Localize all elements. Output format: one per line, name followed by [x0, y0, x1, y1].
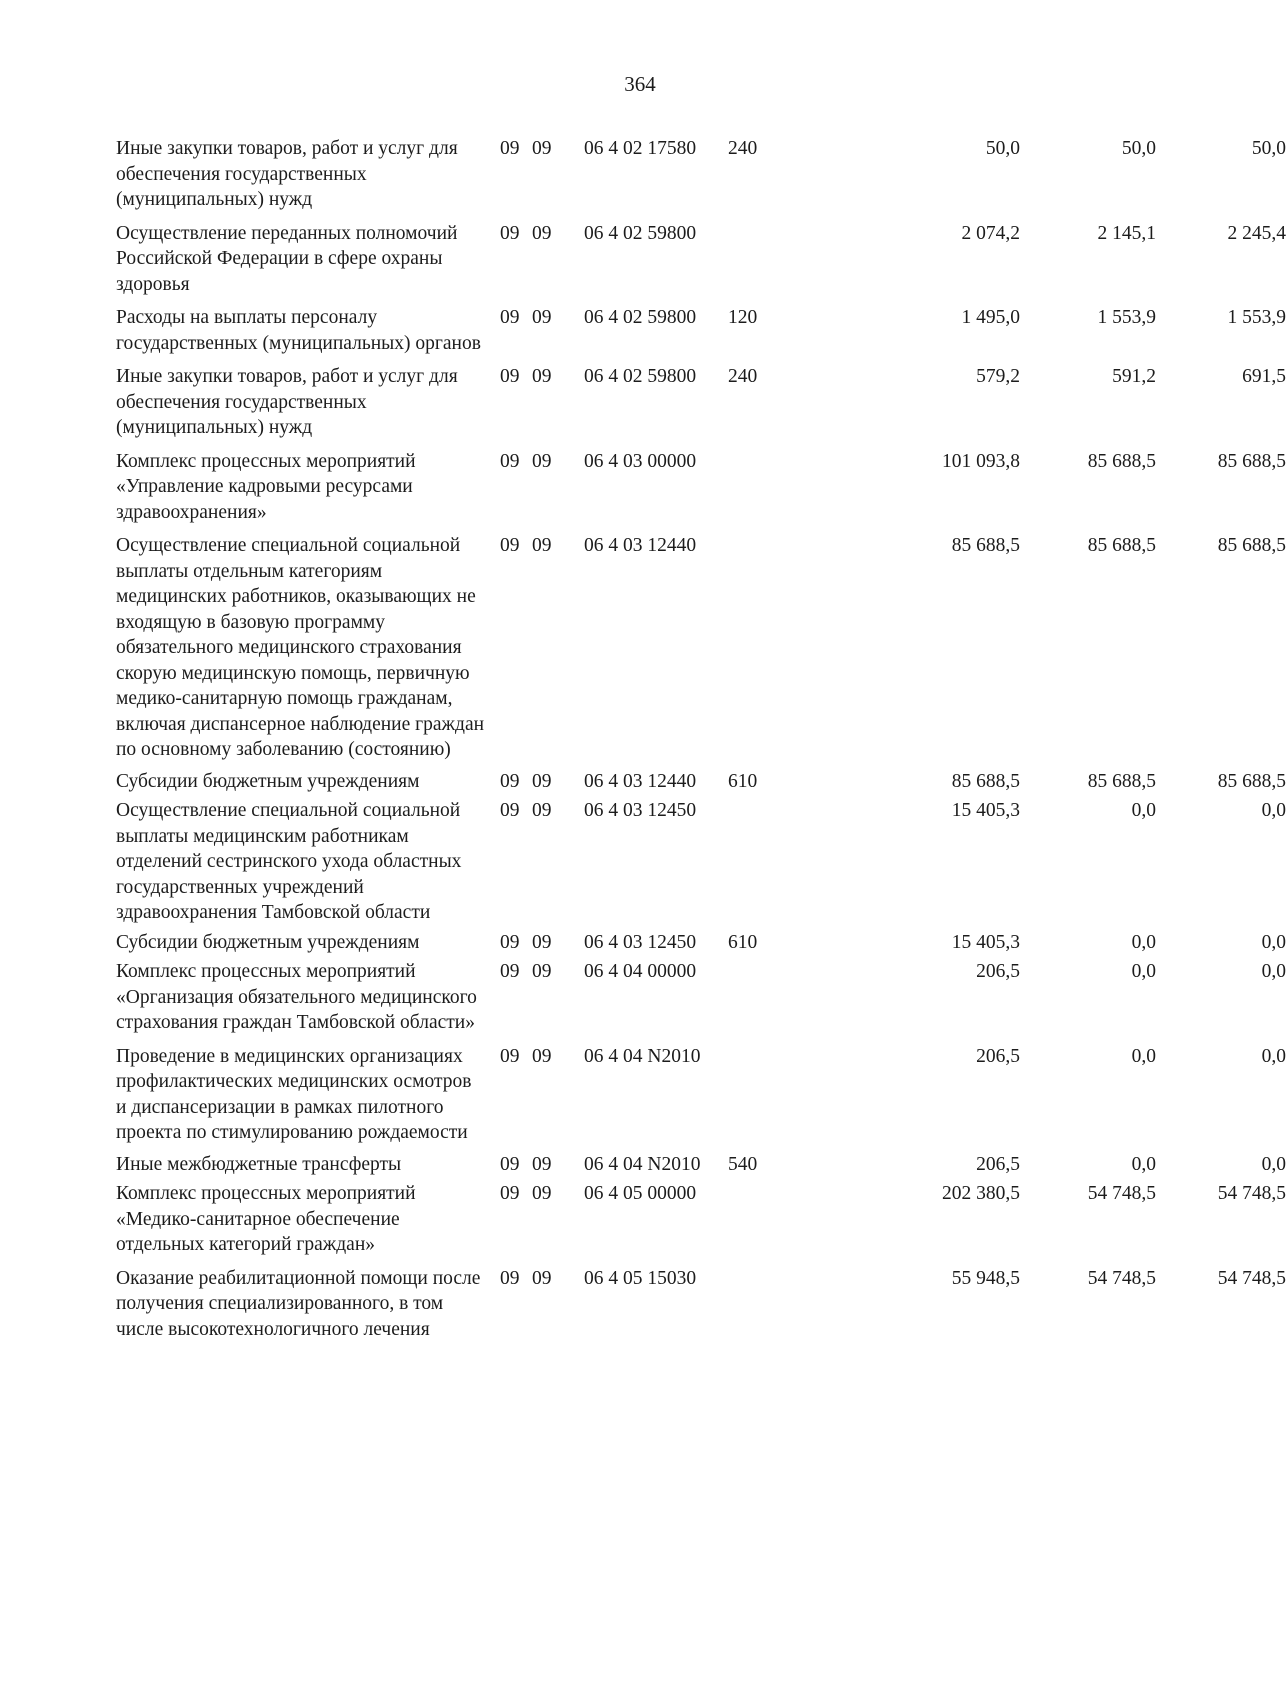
budget-table: [116, 130, 1286, 1342]
target-article-code: 06 4 04 N2010: [584, 1045, 701, 1067]
section-code: 09: [500, 307, 520, 328]
amount-year-2: 591,2: [1112, 366, 1156, 387]
target-article-code: 06 4 03 12440: [584, 770, 697, 792]
amount-year-3: 0,0: [1261, 1153, 1286, 1175]
table-row: [116, 533, 1286, 763]
subsection-code: 09: [532, 961, 552, 982]
amount-year-2: 0,0: [1131, 1045, 1156, 1067]
row-name: Комплекс процессных мероприятий «Организация обязательного медицинского страхования граждан Тамбовской области»: [116, 961, 477, 1033]
expense-type-code: 610: [728, 931, 758, 953]
table-row: [116, 221, 1286, 298]
amount-year-1: 1 495,0: [961, 307, 1020, 328]
table-row: [116, 930, 1286, 956]
row-name: Иные закупки товаров, работ и услуг для обеспечения государственных (муниципальных) нужд: [116, 366, 458, 438]
amount-year-1: 15 405,3: [951, 800, 1020, 821]
amount-year-3: 691,5: [1242, 366, 1286, 387]
table-row: [116, 364, 1286, 441]
amount-year-2: 85 688,5: [1087, 450, 1156, 472]
section-code: 09: [500, 1183, 520, 1204]
amount-year-3: 85 688,5: [1217, 450, 1286, 472]
amount-year-1: 85 688,5: [951, 535, 1020, 556]
table-row: [116, 1266, 1286, 1343]
amount-year-2: 0,0: [1131, 800, 1156, 821]
amount-year-2: 54 748,5: [1087, 1183, 1156, 1204]
amount-year-1: 206,5: [976, 1153, 1020, 1175]
expense-type-code: 610: [728, 770, 758, 792]
subsection-code: 09: [532, 307, 552, 328]
table-row: [116, 1181, 1286, 1258]
subsection-code: 09: [532, 800, 552, 821]
amount-year-3: 50,0: [1251, 138, 1286, 159]
table-row: [116, 305, 1286, 356]
section-code: 09: [500, 535, 520, 556]
target-article-code: 06 4 03 00000: [584, 450, 697, 472]
amount-year-3: 54 748,5: [1217, 1183, 1286, 1204]
table-row: [116, 1152, 1286, 1178]
amount-year-2: 0,0: [1131, 931, 1156, 953]
amount-year-3: 85 688,5: [1217, 770, 1286, 792]
amount-year-2: 54 748,5: [1087, 1267, 1156, 1289]
row-name: Проведение в медицинских организациях профилактических медицинских осмотров и диспансеризации в рамках пилотного проекта по стимулированию рождаемости: [116, 1045, 472, 1143]
row-name: Оказание реабилитационной помощи после получения специализированного, в том числе высокотехнологичного лечения: [116, 1267, 481, 1340]
section-code: 09: [500, 366, 520, 387]
row-name: Субсидии бюджетным учреждениям: [116, 931, 420, 953]
amount-year-3: 0,0: [1261, 800, 1286, 821]
subsection-code: 09: [532, 1153, 552, 1175]
table-row: [116, 449, 1286, 526]
table-row: [116, 959, 1286, 1036]
subsection-code: 09: [532, 535, 552, 556]
expense-type-code: 540: [728, 1153, 758, 1175]
amount-year-1: 206,5: [976, 961, 1020, 982]
amount-year-2: 85 688,5: [1087, 535, 1156, 556]
amount-year-3: 0,0: [1261, 961, 1286, 982]
target-article-code: 06 4 03 12450: [584, 800, 697, 821]
subsection-code: 09: [532, 1045, 552, 1067]
amount-year-1: 202 380,5: [942, 1183, 1020, 1204]
target-article-code: 06 4 02 59800: [584, 222, 697, 244]
row-name: Субсидии бюджетным учреждениям: [116, 770, 420, 792]
amount-year-1: 85 688,5: [951, 770, 1020, 792]
section-code: 09: [500, 931, 520, 953]
amount-year-3: 0,0: [1261, 931, 1286, 953]
target-article-code: 06 4 03 12450: [584, 931, 697, 953]
row-name: Комплекс процессных мероприятий «Медико-санитарное обеспечение отдельных категорий граждан»: [116, 1183, 416, 1255]
amount-year-1: 15 405,3: [951, 931, 1020, 953]
subsection-code: 09: [532, 931, 552, 953]
table-row: [116, 136, 1286, 213]
expense-type-code: 240: [728, 366, 758, 387]
subsection-code: 09: [532, 1267, 552, 1289]
amount-year-1: 101 093,8: [942, 450, 1020, 472]
amount-year-2: 2 145,1: [1097, 222, 1156, 244]
amount-year-3: 54 748,5: [1217, 1267, 1286, 1289]
row-name: Расходы на выплаты персоналу государственных (муниципальных) органов: [116, 307, 481, 354]
section-code: 09: [500, 961, 520, 982]
section-code: 09: [500, 1153, 520, 1175]
amount-year-1: 579,2: [976, 366, 1020, 387]
expense-type-code: 240: [728, 138, 758, 159]
subsection-code: 09: [532, 366, 552, 387]
target-article-code: 06 4 02 59800: [584, 307, 697, 328]
section-code: 09: [500, 1267, 520, 1289]
section-code: 09: [500, 222, 520, 244]
target-article-code: 06 4 03 12440: [584, 535, 697, 556]
row-name: Осуществление переданных полномочий Российской Федерации в сфере охраны здоровья: [116, 222, 458, 295]
subsection-code: 09: [532, 1183, 552, 1204]
row-name: Комплекс процессных мероприятий «Управление кадровыми ресурсами здравоохранения»: [116, 450, 416, 523]
subsection-code: 09: [532, 138, 552, 159]
row-name: Осуществление специальной социальной выплаты отдельным категориям медицинских работников, оказывающих не входящую в базовую программу обязательного медицинского страхования скорую медицинскую помощь, первичную медико-санитарную помощь гражданам, включая диспансерное наблюдение граждан по основному заболеванию (состоянию): [116, 535, 485, 760]
section-code: 09: [500, 770, 520, 792]
amount-year-3: 85 688,5: [1217, 535, 1286, 556]
amount-year-3: 0,0: [1261, 1045, 1286, 1067]
section-code: 09: [500, 800, 520, 821]
section-code: 09: [500, 1045, 520, 1067]
amount-year-1: 50,0: [985, 138, 1020, 159]
table-row: [116, 769, 1286, 795]
target-article-code: 06 4 04 N2010: [584, 1153, 701, 1175]
amount-year-1: 206,5: [976, 1045, 1020, 1067]
amount-year-2: 0,0: [1131, 961, 1156, 982]
target-article-code: 06 4 02 59800: [584, 366, 697, 387]
row-name: Осуществление специальной социальной выплаты медицинским работникам отделений сестринского ухода областных государственных учреждений здравоохранения Тамбовской области: [116, 800, 462, 923]
amount-year-3: 2 245,4: [1227, 222, 1286, 244]
amount-year-2: 85 688,5: [1087, 770, 1156, 792]
amount-year-2: 50,0: [1121, 138, 1156, 159]
target-article-code: 06 4 02 17580: [584, 138, 697, 159]
target-article-code: 06 4 04 00000: [584, 961, 697, 982]
row-name: Иные межбюджетные трансферты: [116, 1153, 402, 1175]
expense-type-code: 120: [728, 307, 758, 328]
target-article-code: 06 4 05 15030: [584, 1267, 697, 1289]
row-name: Иные закупки товаров, работ и услуг для обеспечения государственных (муниципальных) нужд: [116, 138, 458, 210]
subsection-code: 09: [532, 222, 552, 244]
table-row: [116, 1044, 1286, 1146]
amount-year-2: 0,0: [1131, 1153, 1156, 1175]
subsection-code: 09: [532, 770, 552, 792]
amount-year-1: 55 948,5: [951, 1267, 1020, 1289]
subsection-code: 09: [532, 450, 552, 472]
section-code: 09: [500, 450, 520, 472]
amount-year-2: 1 553,9: [1097, 307, 1156, 328]
amount-year-1: 2 074,2: [961, 222, 1020, 244]
section-code: 09: [500, 138, 520, 159]
amount-year-3: 1 553,9: [1227, 307, 1286, 328]
table-row: [116, 798, 1286, 926]
page-number: 364: [624, 72, 656, 96]
target-article-code: 06 4 05 00000: [584, 1183, 697, 1204]
